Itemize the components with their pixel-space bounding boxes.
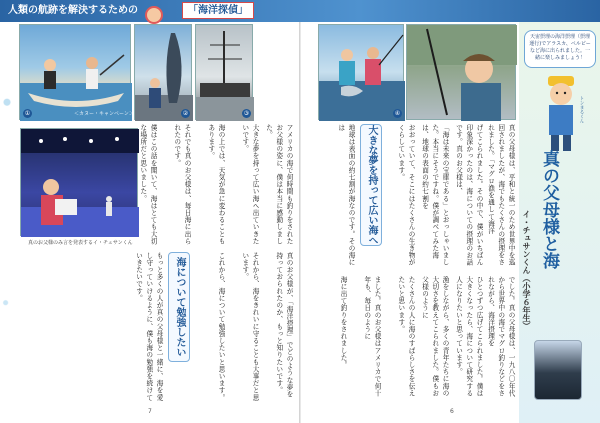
- header-title: 人類の航跡を解決するための: [8, 5, 138, 16]
- article-title: 真の父母様と海: [539, 150, 559, 269]
- speech-bubble: 天宙摂理の海洋摂理（摂理運行)でアラスカ、ペルビーなど海に出られました。一緒に楽しみましょう！: [524, 30, 596, 68]
- body-col-17: 真のお父様が、「海洋摂理」でどのような夢を持っておられたのか、もっと知りたいです。: [274, 252, 293, 398]
- photo-fishing-couple: [318, 24, 404, 120]
- father-fishing-illustration: [407, 25, 517, 121]
- page-fold: [299, 22, 301, 423]
- body-col-8: 漁をしながら、多くの青年たちに海の大切さを教えてこられました。僕もお父様のように: [420, 276, 449, 397]
- body-col-6: でした。真の父母様は、一九八〇年代から世界中の海でマグロ釣りなどをされながら、海洋摂理を: [486, 276, 515, 397]
- header-badge: 「海洋探偵」: [182, 2, 254, 19]
- body-col-19: これから、海について勉強したいと思います。: [217, 252, 225, 402]
- body-col-9: たくさんの人に海のすばらしさを伝えたいと思います。: [396, 276, 415, 397]
- decorative-bubbles: [0, 22, 14, 423]
- mascot-icon: [145, 6, 163, 24]
- photo-canoe: [19, 24, 134, 120]
- heading-study-sea: 海について勉強したい: [168, 252, 190, 362]
- body-col-16: 僕はこの話を聞いて、海はとても大切な場所だと思いました。: [138, 124, 157, 245]
- photo-ship: [195, 24, 253, 120]
- photo-father-fishing: [406, 24, 516, 120]
- body-col-5: 地球は表面の約七割が海なのです。その海には: [336, 124, 355, 266]
- canoe-illustration: [20, 25, 132, 121]
- photo-number-1: ①: [24, 110, 31, 117]
- body-col-1: 真の父母様は、平和と統一のため世界中を巡回されましたが、海でもたくさんの摂理をされました。「マグロ漁を通して海洋: [486, 124, 515, 266]
- tuna-illustration: [135, 25, 193, 121]
- body-col-10: ました。真のお父様はアメリカで何十年も、毎日のように: [362, 276, 381, 397]
- heading-dream: 大きな夢を持って広い海へ: [360, 124, 382, 246]
- body-col-20: もっと多くの人が真の父母様と一緒に、海を愛し守っていけるように、僕も海の勉強を続けていきたいです。: [134, 252, 163, 402]
- body-col-2: げてこられました。その中で、僕がいちばん印象深かったのは、海についての摂理のお話です。真のお父様は、: [454, 124, 483, 266]
- photo-stage-presentation: [20, 128, 138, 236]
- page-number-left: 7: [148, 408, 152, 415]
- body-col-11: 海に出て釣りをされました。: [339, 276, 347, 369]
- fishing-couple-illustration: [319, 25, 405, 121]
- body-col-4: おおっていて、そこにはたくさんの生き物がくらしています。: [396, 124, 415, 266]
- body-col-13: 大きな夢を持って広い海へ出ていきたいです。: [240, 124, 259, 245]
- mascot-name: トンまるくん: [579, 96, 584, 123]
- body-col-18: それから、海をきれいに守ることも大事だと思います。: [240, 252, 259, 402]
- ship-illustration: [196, 25, 254, 121]
- body-col-3: 「海は未来の宝庫である」とおっしゃいました。本当にそうですね。僕が調べてみた海は、地球の表面の約七割を: [420, 124, 449, 266]
- body-col-12: アメリカの海で何時間も釣りをされたお父様の姿に、僕は本当に感動しました。: [264, 124, 293, 245]
- photo-number-3: ③: [243, 110, 250, 117]
- article-byline: イ・チュサンくん（小学６年生）: [522, 210, 532, 330]
- body-col-15: それでも真のお父様は、毎日海に出られたのです。: [172, 124, 191, 245]
- photo-number-4: ④: [394, 110, 401, 117]
- page-number-right: 6: [450, 408, 454, 415]
- caption-stage: 真のお父様のみ言を発表するイ・チュサンくん: [28, 240, 133, 246]
- photo-tuna: [134, 24, 192, 120]
- body-col-14: 海の上では、天気が急に変わることもあります。: [206, 124, 225, 245]
- photo-number-2: ②: [182, 110, 189, 117]
- header-bar: [0, 0, 600, 22]
- author-photo: [534, 340, 582, 400]
- body-col-7: ひとつずつ広げてこられました。僕は大きくなったら、海について研究する人になりたいと思っています。: [454, 276, 483, 397]
- caption-canoe: ＜カヌー・キャンペーン＞: [74, 111, 134, 117]
- stage-illustration: [21, 129, 139, 237]
